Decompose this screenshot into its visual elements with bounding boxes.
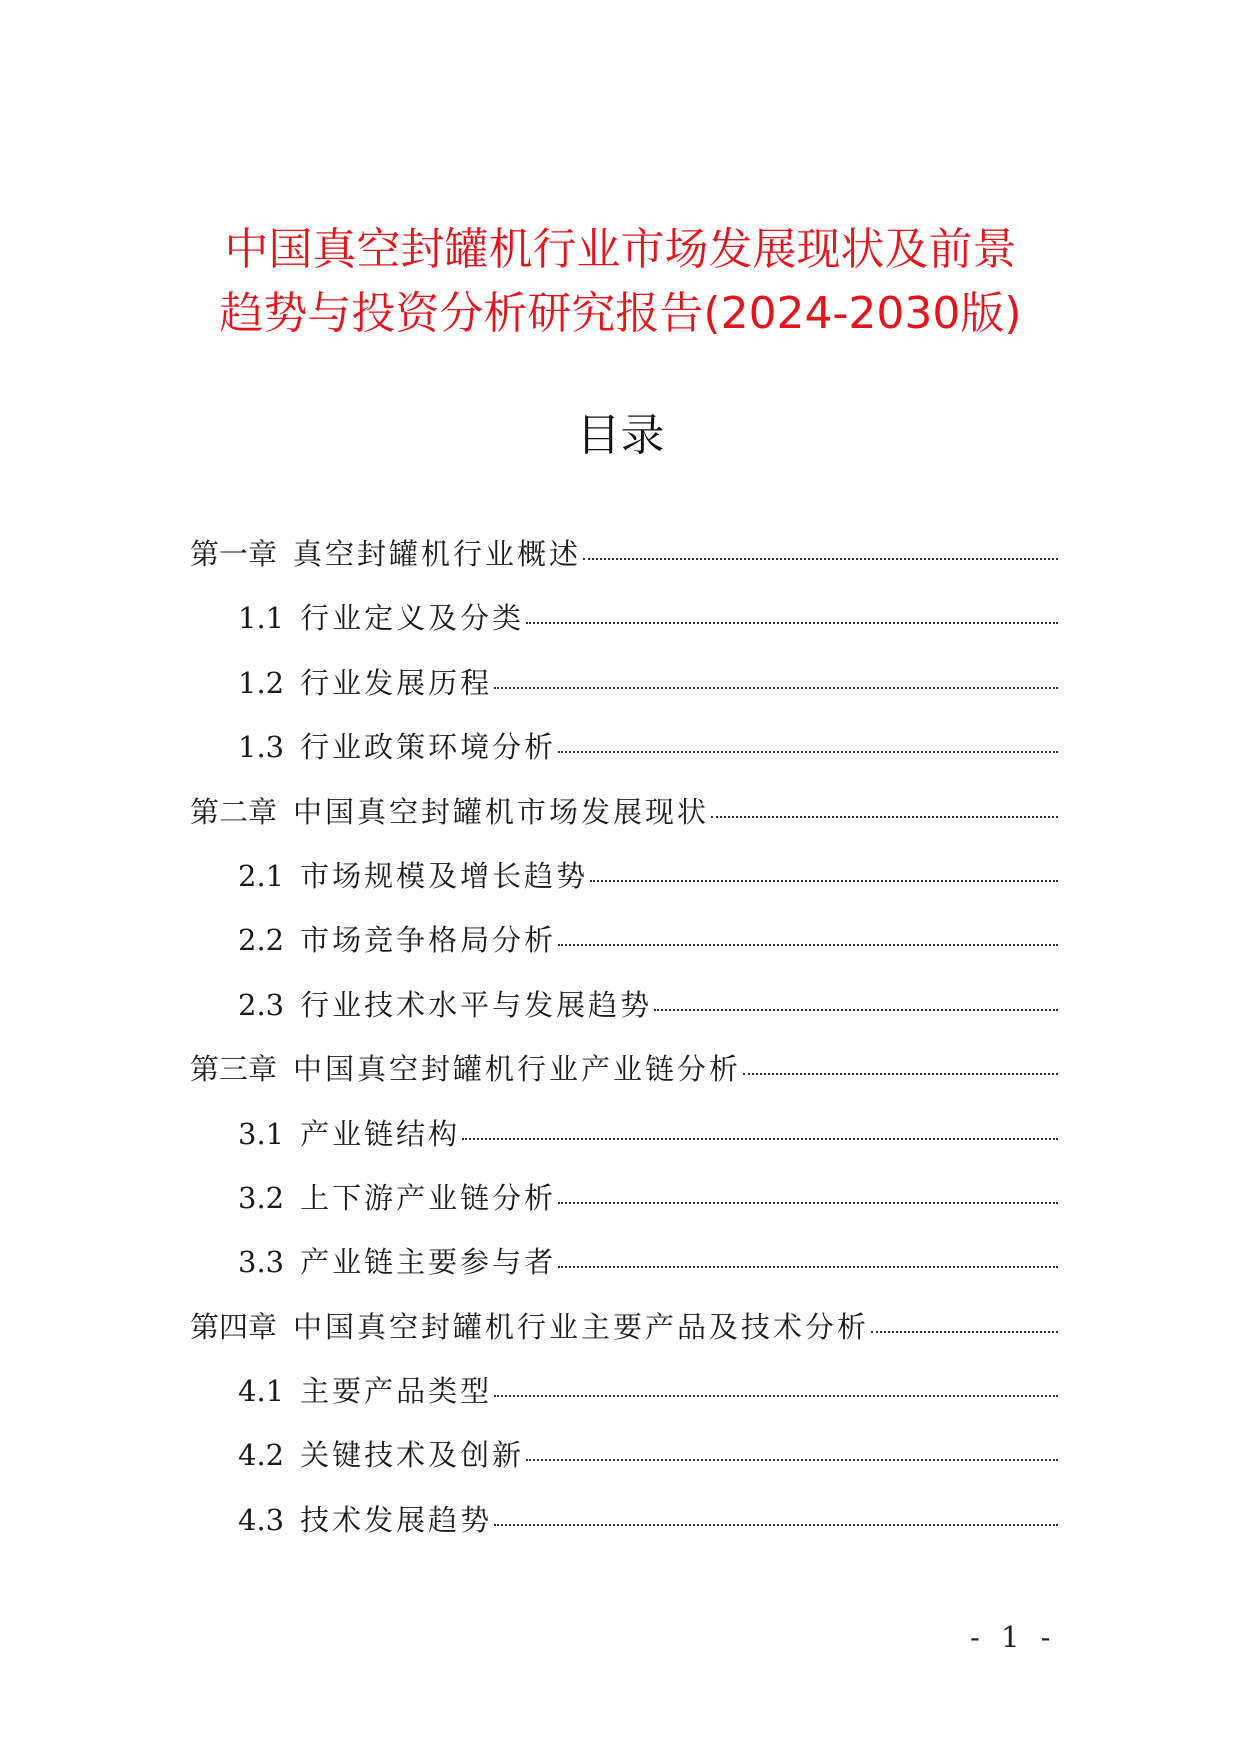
toc-entry-number: 2.3 bbox=[238, 987, 285, 1022]
toc-entry-number: 3.3 bbox=[238, 1245, 285, 1280]
toc-chapter-entry[interactable] bbox=[190, 1305, 1058, 1369]
toc-section-entry[interactable] bbox=[190, 725, 1058, 789]
toc-entry-label: 行业技术水平与发展趋势 bbox=[300, 987, 653, 1022]
toc-entry-label: 行业定义及分类 bbox=[300, 601, 525, 636]
toc-entry-label: 中国真空封罐机行业主要产品及技术分析 bbox=[293, 1309, 870, 1344]
toc-section-entry[interactable] bbox=[190, 983, 1058, 1047]
toc-entry-number: 2.1 bbox=[238, 858, 285, 893]
toc-entry-label: 产业链结构 bbox=[300, 1116, 461, 1151]
dot-leader bbox=[654, 1009, 1058, 1011]
toc-section-entry[interactable] bbox=[190, 1498, 1058, 1562]
toc-entry-label: 市场竞争格局分析 bbox=[300, 923, 557, 958]
toc-chapter-entry[interactable] bbox=[190, 1047, 1058, 1111]
dot-leader bbox=[462, 1138, 1058, 1140]
dot-leader bbox=[743, 1073, 1058, 1075]
toc-entry-label: 行业发展历程 bbox=[300, 665, 493, 700]
toc-entry-number: 1.1 bbox=[238, 601, 285, 636]
toc-entry-number: 第三章 bbox=[190, 1052, 278, 1087]
toc-section-entry[interactable] bbox=[190, 1369, 1058, 1433]
toc-entry-label: 上下游产业链分析 bbox=[300, 1180, 557, 1215]
dot-leader bbox=[711, 816, 1058, 818]
dot-leader bbox=[526, 622, 1058, 624]
toc-section-entry[interactable] bbox=[190, 1112, 1058, 1176]
toc-entry-number: 1.2 bbox=[238, 665, 285, 700]
toc-entry-label: 真空封罐机行业概述 bbox=[293, 537, 582, 571]
toc-heading: 目录 bbox=[576, 410, 665, 461]
dot-leader bbox=[871, 1331, 1058, 1333]
toc-entry-number: 第二章 bbox=[190, 794, 278, 829]
toc-section-entry[interactable] bbox=[190, 854, 1058, 918]
toc-entry-number: 4.2 bbox=[238, 1438, 285, 1473]
toc-entry-label: 行业政策环境分析 bbox=[300, 730, 557, 765]
dot-leader bbox=[558, 751, 1058, 753]
toc-section-entry[interactable] bbox=[190, 1433, 1058, 1497]
dot-leader bbox=[583, 558, 1058, 560]
toc-entry-number: 第一章 bbox=[190, 537, 278, 571]
toc-entry-number: 4.1 bbox=[238, 1374, 285, 1409]
toc-section-entry[interactable] bbox=[190, 596, 1058, 660]
toc-entry-label: 中国真空封罐机行业产业链分析 bbox=[293, 1052, 742, 1087]
dot-leader bbox=[558, 1266, 1058, 1268]
toc-chapter-entry[interactable] bbox=[190, 532, 1058, 596]
toc-entry-label: 中国真空封罐机市场发展现状 bbox=[293, 794, 710, 829]
report-title-line-1: 中国真空封罐机行业市场发展现状及前景 bbox=[224, 224, 1017, 275]
toc-section-entry[interactable] bbox=[190, 1176, 1058, 1240]
toc-entry-label: 市场规模及增长趋势 bbox=[300, 858, 589, 893]
toc-entry-label: 技术发展趋势 bbox=[300, 1502, 493, 1537]
toc-section-entry[interactable] bbox=[190, 1240, 1058, 1304]
toc-entry-label: 关键技术及创新 bbox=[300, 1438, 525, 1473]
toc-entry-label: 产业链主要参与者 bbox=[300, 1245, 557, 1280]
dot-leader bbox=[494, 1524, 1058, 1526]
toc-entry-number: 第四章 bbox=[190, 1309, 278, 1344]
page-number: - 1 - bbox=[970, 1620, 1057, 1654]
toc-entry-number: 4.3 bbox=[238, 1502, 285, 1537]
dot-leader bbox=[590, 880, 1058, 882]
toc-section-entry[interactable] bbox=[190, 661, 1058, 725]
toc-entry-number: 1.3 bbox=[238, 730, 285, 765]
dot-leader bbox=[494, 687, 1058, 689]
dot-leader bbox=[558, 1202, 1058, 1204]
toc-entry-number: 2.2 bbox=[238, 923, 285, 958]
toc-entry-number: 3.2 bbox=[238, 1180, 285, 1215]
toc-entry-label: 主要产品类型 bbox=[300, 1374, 493, 1409]
toc-entry-number: 3.1 bbox=[238, 1116, 285, 1151]
table-of-contents bbox=[190, 532, 1058, 1562]
toc-chapter-entry[interactable] bbox=[190, 790, 1058, 854]
dot-leader bbox=[526, 1459, 1058, 1461]
report-title-line-2: 趋势与投资分析研究报告(2024-2030版) bbox=[219, 288, 1022, 339]
dot-leader bbox=[494, 1395, 1058, 1397]
dot-leader bbox=[558, 944, 1058, 946]
toc-section-entry[interactable] bbox=[190, 918, 1058, 982]
